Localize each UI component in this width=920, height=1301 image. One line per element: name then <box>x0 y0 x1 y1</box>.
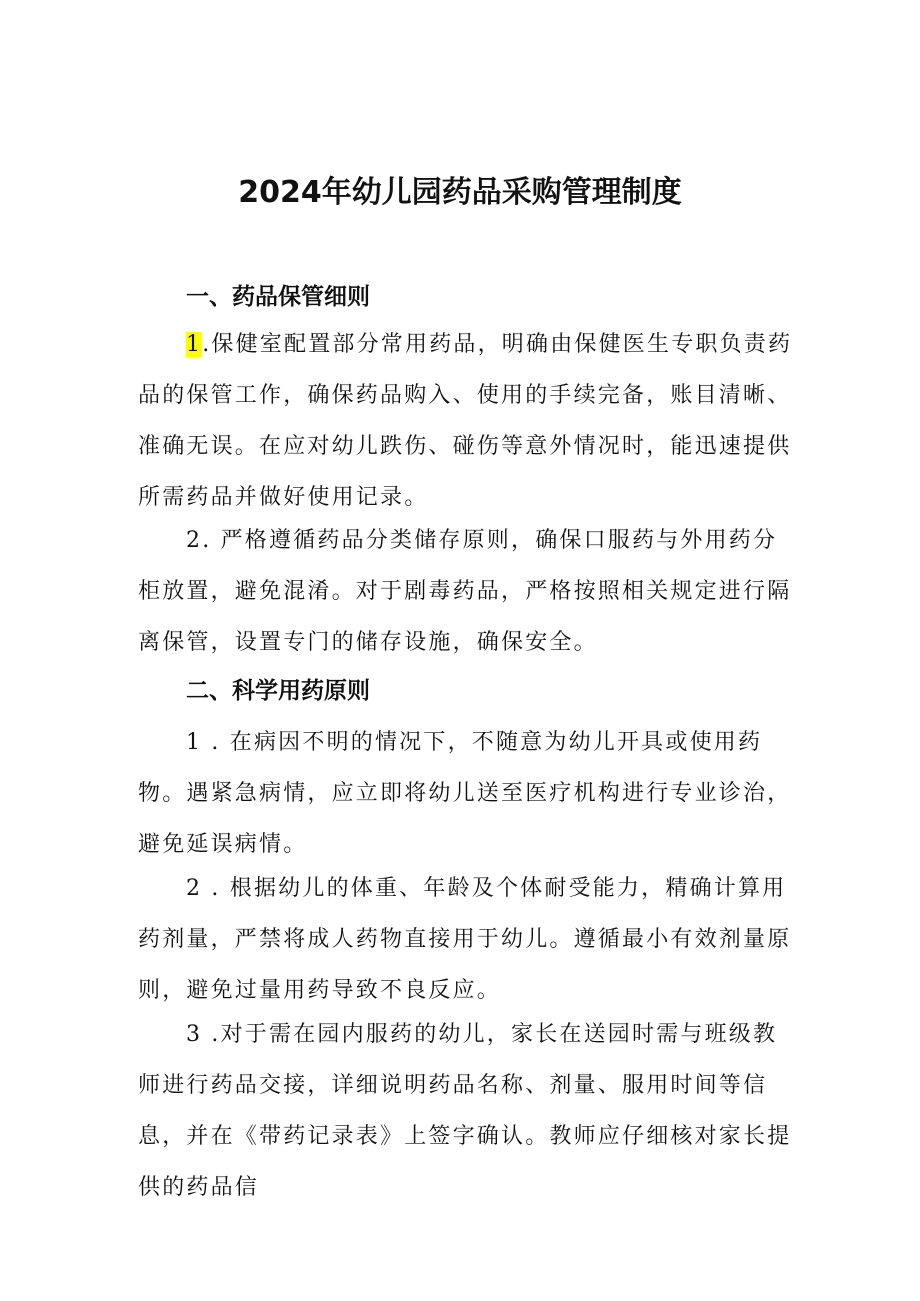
section-heading-medication: 二、科学用药原则 <box>186 678 370 704</box>
paragraph-number: 3 <box>186 1022 203 1047</box>
paragraph-number: 2 <box>186 876 203 901</box>
section-heading-storage: 一、药品保管细则 <box>186 284 370 310</box>
paragraph-text: .保健室配置部分常用药品，明确由保健医生专职负责药品的保管工作，确保药品购入、使用的手续完备，账目清晰、准确无误。在应对幼儿跌伤、碰伤等意外情况时，能迅速提供所需药品并做好使用记录。 <box>138 332 793 510</box>
document-title: 2024年幼儿园药品采购管理制度 <box>238 175 682 210</box>
paragraph-number: 1 <box>186 730 203 755</box>
paragraph-text: . 在病因不明的情况下，不随意为幼儿开具或使用药物。遇紧急病情，应立即将幼儿送至医疗机构进行专业诊治，避免延误病情。 <box>138 730 792 857</box>
paragraph-medication-1 <box>138 717 798 870</box>
paragraph-medication-2 <box>138 863 798 1016</box>
paragraph-text: .对于需在园内服药的幼儿，家长在送园时需与班级教师进行药品交接，详细说明药品名称、剂量、服用时间等信息，并在《带药记录表》上签字确认。教师应仔细核对家长提供的药品信 <box>138 1022 792 1200</box>
paragraph-medication-3 <box>138 1009 798 1213</box>
paragraph-storage-2 <box>138 515 798 668</box>
paragraph-text: . 严格遵循药品分类储存原则，确保口服药与外用药分柜放置，避免混淆。对于剧毒药品，严格按照相关规定进行隔离保管，设置专门的储存设施，确保安全。 <box>138 528 792 655</box>
highlighted-number: 1 <box>186 332 203 357</box>
paragraph-number: 2 <box>186 528 203 553</box>
paragraph-storage-1 <box>138 319 798 523</box>
paragraph-text: . 根据幼儿的体重、年龄及个体耐受能力，精确计算用药剂量，严禁将成人药物直接用于幼儿。遵循最小有效剂量原则，避免过量用药导致不良反应。 <box>138 876 792 1003</box>
